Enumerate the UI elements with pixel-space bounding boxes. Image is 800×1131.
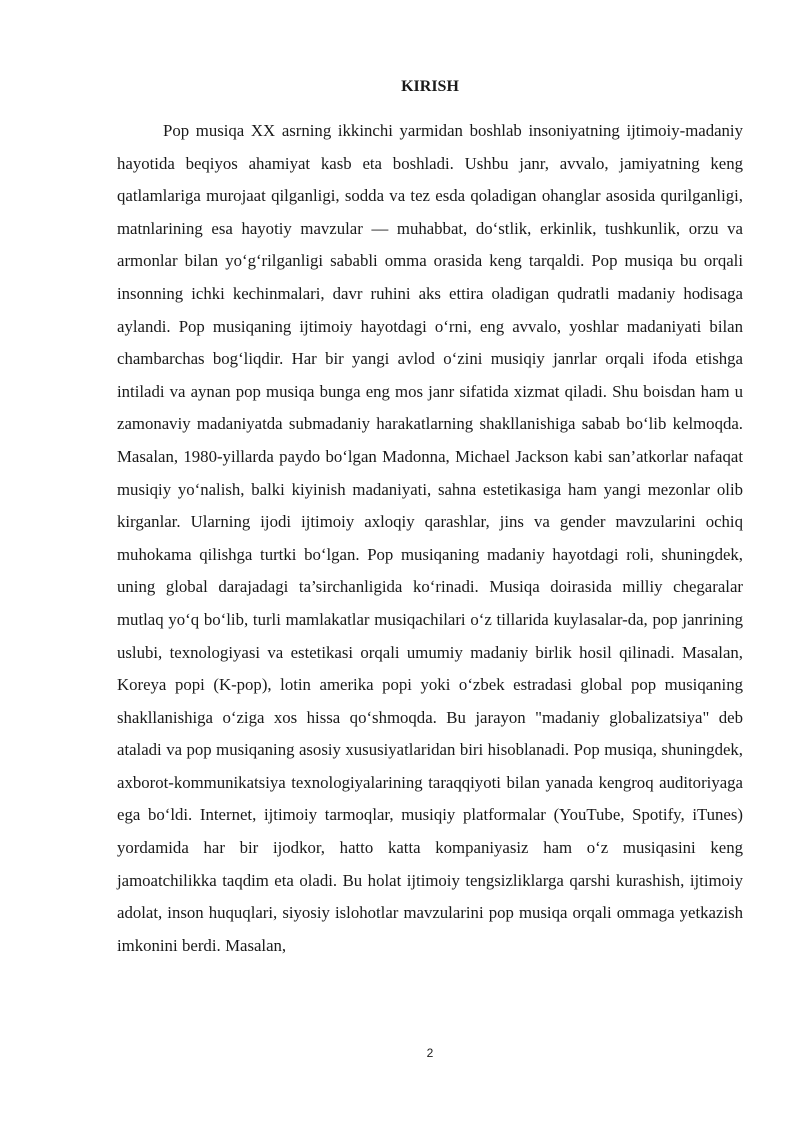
page-number: 2: [426, 1046, 434, 1060]
heading-container: [117, 76, 743, 98]
body-paragraph: Pop musiqa XX asrning ikkinchi yarmidan boshlab insoniyatning ijtimoiy-madaniy hayotida beqiyos ahamiyat kasb eta boshladi. Ushbu janr, avvalo, jamiyatning keng qatlamlariga murojaat qilganligi, sodda va tez esda qoladigan ohanglar asosida qurilganligi, matnlarining esa hayotiy mavzular — muhabbat, do‘stlik, erkinlik, tushkunlik, orzu va armonlar bilan yo‘g‘rilganligi sababli omma orasida keng tarqaldi. Pop musiqa bu orqali insonning ichki kechinmalari, davr ruhini aks ettira oladigan qudratli madaniy hodisaga aylandi. Pop musiqaning ijtimoiy hayotdagi o‘rni, eng avvalo, yoshlar madaniyati bilan chambarchas bog‘liqdir. Har bir yangi avlod o‘zini musiqiy janrlar orqali ifoda etishga intiladi va aynan pop musiqa bunga eng mos janr sifatida xizmat qiladi. Shu boisdan ham u zamonaviy madaniyatda submadaniy harakatlarning shakllanishiga sabab bo‘lib kelmoqda. Masalan, 1980-yillarda paydo bo‘lgan Madonna, Michael Jackson kabi san’atkorlar nafaqat musiqiy yo‘nalish, balki kiyinish madaniyati, sahna estetikasiga ham yangi mezonlar olib kirganlar. Ularning ijodi ijtimoiy axloqiy qarashlar, jins va gender mavzularini ochiq muhokama qilishga turtki bo‘lgan. Pop musiqaning madaniy hayotdagi roli, shuningdek, uning global darajadagi ta’sirchanligida ko‘rinadi. Musiqa doirasida milliy chegaralar mutlaq yo‘q bo‘lib, turli mamlakatlar musiqachilari o‘z tillarida kuylasalar-da, pop janrining uslubi, texnologiyasi va estetikasi orqali umumiy madaniy birlik hosil qilinadi. Masalan, Koreya popi (K-pop), lotin amerika popi yoki o‘zbek estradasi global pop musiqaning shakllanishiga o‘ziga xos hissa qo‘shmoqda. Bu jarayon "madaniy globalizatsiya" deb ataladi va pop musiqaning asosiy xususiyatlaridan biri hisoblanadi. Pop musiqa, shuningdek, axborot-kommunikatsiya texnologiyalarining taraqqiyoti bilan yanada kengroq auditoriyaga ega bo‘ldi. Internet, ijtimoiy tarmoqlar, musiqiy platformalar (YouTube, Spotify, iTunes) yordamida har bir ijodkor, hatto katta kompaniyasiz ham o‘z musiqasini keng jamoatchilikka taqdim eta oladi. Bu holat ijtimoiy tengsizliklarga qarshi kurashish, ijtimoiy adolat, inson huquqlari, siyosiy islohotlar mavzularini pop musiqa orqali ommaga yetkazish imkonini berdi. Masalan,: [117, 121, 743, 955]
section-heading: KIRISH: [401, 78, 459, 95]
